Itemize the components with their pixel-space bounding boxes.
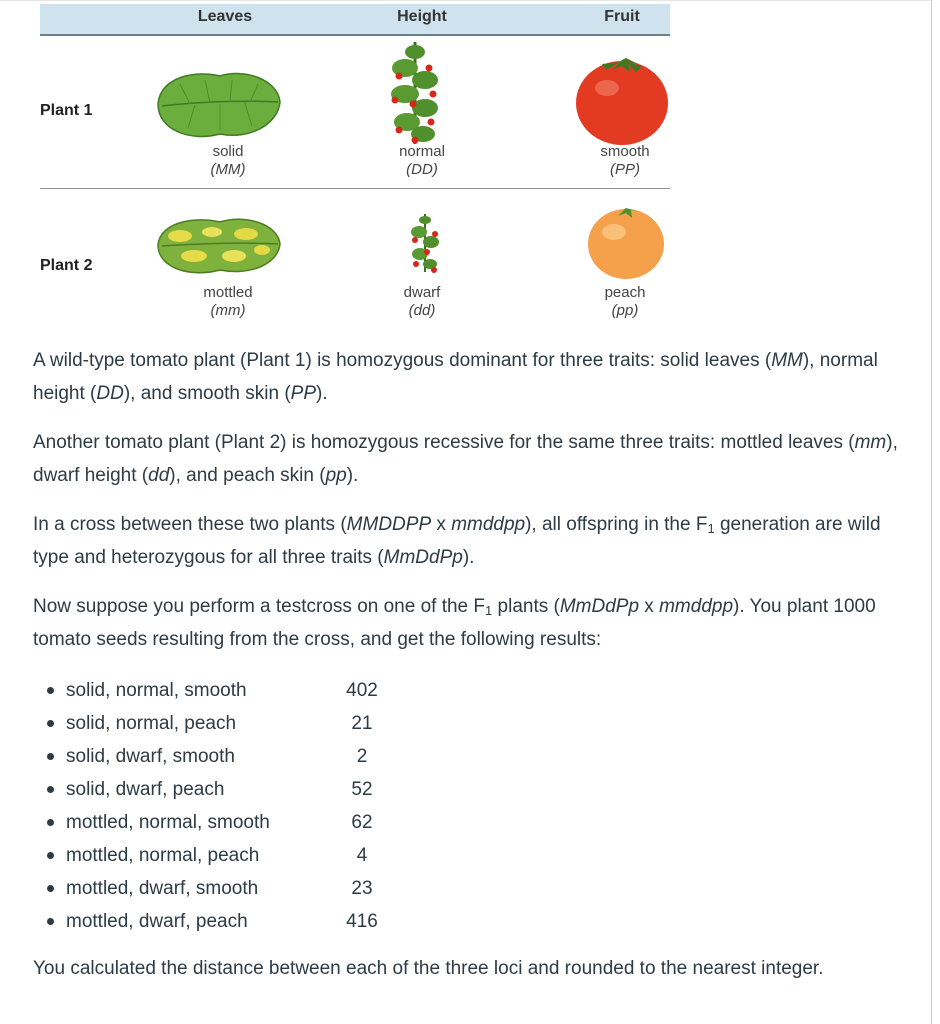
paragraph-plant-1: A wild-type tomato plant (Plant 1) is homozygous dominant for three traits: solid leaves (MM), normal height (DD), and smooth skin (PP). bbox=[33, 350, 878, 404]
result-count: 23 bbox=[351, 878, 373, 899]
result-count: 416 bbox=[346, 911, 378, 932]
paragraph-plant-2: Another tomato plant (Plant 2) is homozygous recessive for the same three traits: mottled leaves (mm), dwarf height (dd), and peach skin (pp). bbox=[33, 432, 898, 486]
bullet-icon bbox=[47, 753, 54, 760]
normal-height-plant-image bbox=[385, 38, 445, 148]
result-phenotype: mottled, normal, smooth bbox=[66, 812, 270, 833]
plant-2-fruit-trait: peach (pp) bbox=[604, 284, 646, 319]
bullet-icon bbox=[47, 687, 54, 694]
plant-1-height-trait: normal (DD) bbox=[399, 143, 445, 178]
column-header-leaves: Leaves bbox=[197, 8, 253, 25]
plant-2-label: Plant 2 bbox=[40, 257, 93, 274]
bullet-icon bbox=[47, 720, 54, 727]
bullet-icon bbox=[47, 852, 54, 859]
paragraph-conclusion: You calculated the distance between each of the three loci and rounded to the nearest integer. bbox=[33, 958, 824, 979]
result-phenotype: solid, normal, peach bbox=[66, 713, 237, 734]
column-header-height: Height bbox=[397, 8, 447, 25]
bullet-icon bbox=[47, 819, 54, 826]
plant-1-leaves-trait: solid (MM) bbox=[210, 143, 246, 178]
result-phenotype: mottled, dwarf, smooth bbox=[66, 878, 259, 899]
result-phenotype: solid, dwarf, peach bbox=[66, 779, 225, 800]
result-count: 21 bbox=[351, 713, 373, 734]
result-phenotype: mottled, normal, peach bbox=[66, 845, 260, 866]
result-phenotype: solid, dwarf, smooth bbox=[66, 746, 235, 767]
result-count: 62 bbox=[351, 812, 373, 833]
frame-right-border bbox=[931, 0, 932, 1024]
paragraph-f1-cross: In a cross between these two plants (MMDDPP x mmddpp), all offspring in the $F_1$ generation are wild type and heterozygous for all three traits (MmDdPp). bbox=[33, 514, 881, 568]
figure-divider bbox=[40, 188, 670, 189]
bullet-icon bbox=[47, 918, 54, 925]
bullet-icon bbox=[47, 885, 54, 892]
paragraph-testcross: Now suppose you perform a testcross on one of the $F_1$ plants (MmDdPp x mmddpp). You plant 1000 tomato seeds resulting from the cross, and get the following results: bbox=[33, 596, 876, 650]
mottled-leaf-image bbox=[150, 210, 285, 280]
column-header-fruit: Fruit bbox=[604, 8, 640, 25]
dwarf-plant-image bbox=[410, 212, 440, 274]
trait-figure bbox=[0, 0, 700, 330]
smooth-red-tomato-image bbox=[572, 48, 672, 148]
plant-1-fruit-trait: smooth (PP) bbox=[600, 143, 650, 178]
result-count: 402 bbox=[346, 680, 378, 701]
result-phenotype: solid, normal, smooth bbox=[66, 680, 247, 701]
plant-2-leaves-trait: mottled (mm) bbox=[203, 284, 253, 319]
peach-tomato-image bbox=[584, 202, 668, 282]
result-phenotype: mottled, dwarf, peach bbox=[66, 911, 248, 932]
bullet-icon bbox=[47, 786, 54, 793]
plant-1-label: Plant 1 bbox=[40, 102, 93, 119]
plant-2-height-trait: dwarf (dd) bbox=[403, 284, 441, 319]
result-count: 2 bbox=[356, 746, 368, 767]
result-count: 4 bbox=[356, 845, 368, 866]
result-count: 52 bbox=[351, 779, 373, 800]
solid-leaf-image bbox=[150, 62, 285, 147]
